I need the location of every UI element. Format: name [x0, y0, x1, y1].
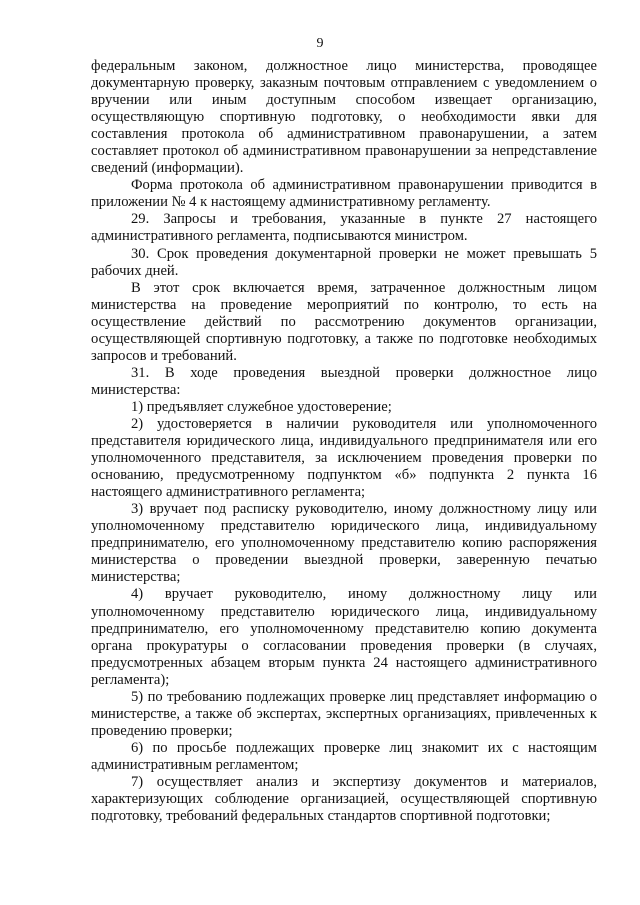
- paragraph-protocol-form: Форма протокола об административном правонарушении приводится в приложении № 4 к настоящему административному регламенту.: [91, 177, 597, 211]
- list-item-2: 2) удостоверяется в наличии руководителя или уполномоченного представителя юридического лица, индивидуального предпринимателя или его уполномоченного представителя, за исключением проведения проверки по основанию, предусмотренному подпунктом «б» подпункта 2 пункта 16 настоящего административного регламента;: [91, 415, 597, 501]
- paragraph-clause-30: 30. Срок проведения документарной проверки не может превышать 5 рабочих дней.: [91, 245, 597, 279]
- paragraph-continuation: федеральным законом, должностное лицо министерства, проводящее документарную проверку, заказным почтовым отправлением с уведомлением о вручении или иным доступным способом извещает организацию, осуществляющую спортивную подготовку, о необходимости явки для составления протокола об административном правонарушении, а затем составляет протокол об административном правонарушении за непредставление сведений (информации).: [91, 58, 597, 177]
- list-item-1: 1) предъявляет служебное удостоверение;: [131, 398, 392, 415]
- list-item-3: 3) вручает под расписку руководителю, иному должностному лицу или уполномоченному представителю юридического лица, индивидуальному предпринимателю, его уполномоченному представителю копию распоряжения министерства о проведении выездной проверки, заверенную печатью министерства;: [91, 501, 597, 586]
- paragraph-clause-31: 31. В ходе проведения выездной проверки должностное лицо министерства:: [91, 364, 597, 398]
- list-item-4: 4) вручает руководителю, иному должностному лицу или уполномоченному представителю юридического лица, индивидуальному предпринимателю, его уполномоченному представителю копию документа органа прокуратуры о согласовании проведения проверки (в случаях, предусмотренных абзацем вторым пункта 24 настоящего административного регламента);: [91, 586, 597, 688]
- page-number: 9: [316, 36, 324, 51]
- document-body: [91, 58, 597, 825]
- list-item-6: 6) по просьбе подлежащих проверке лиц знакомит их с настоящим административным регламентом;: [91, 739, 597, 773]
- list-item-7: 7) осуществляет анализ и экспертизу документов и материалов, характеризующих соблюдение организацией, осуществляющей спортивную подготовку, требований федеральных стандартов спортивной подготовки;: [91, 773, 597, 825]
- paragraph-clause-30-period: В этот срок включается время, затраченное должностным лицом министерства на проведение мероприятий по контролю, то есть на осуществление действий по рассмотрению документов организации, осуществляющей спортивную подготовку, а также по подготовке необходимых запросов и требований.: [91, 279, 597, 364]
- paragraph-clause-29: 29. Запросы и требования, указанные в пункте 27 настоящего административного регламента, подписываются министром.: [91, 211, 597, 245]
- list-item-5: 5) по требованию подлежащих проверке лиц представляет информацию о министерстве, а также об экспертах, экспертных организациях, привлеченных к проведению проверки;: [91, 688, 597, 739]
